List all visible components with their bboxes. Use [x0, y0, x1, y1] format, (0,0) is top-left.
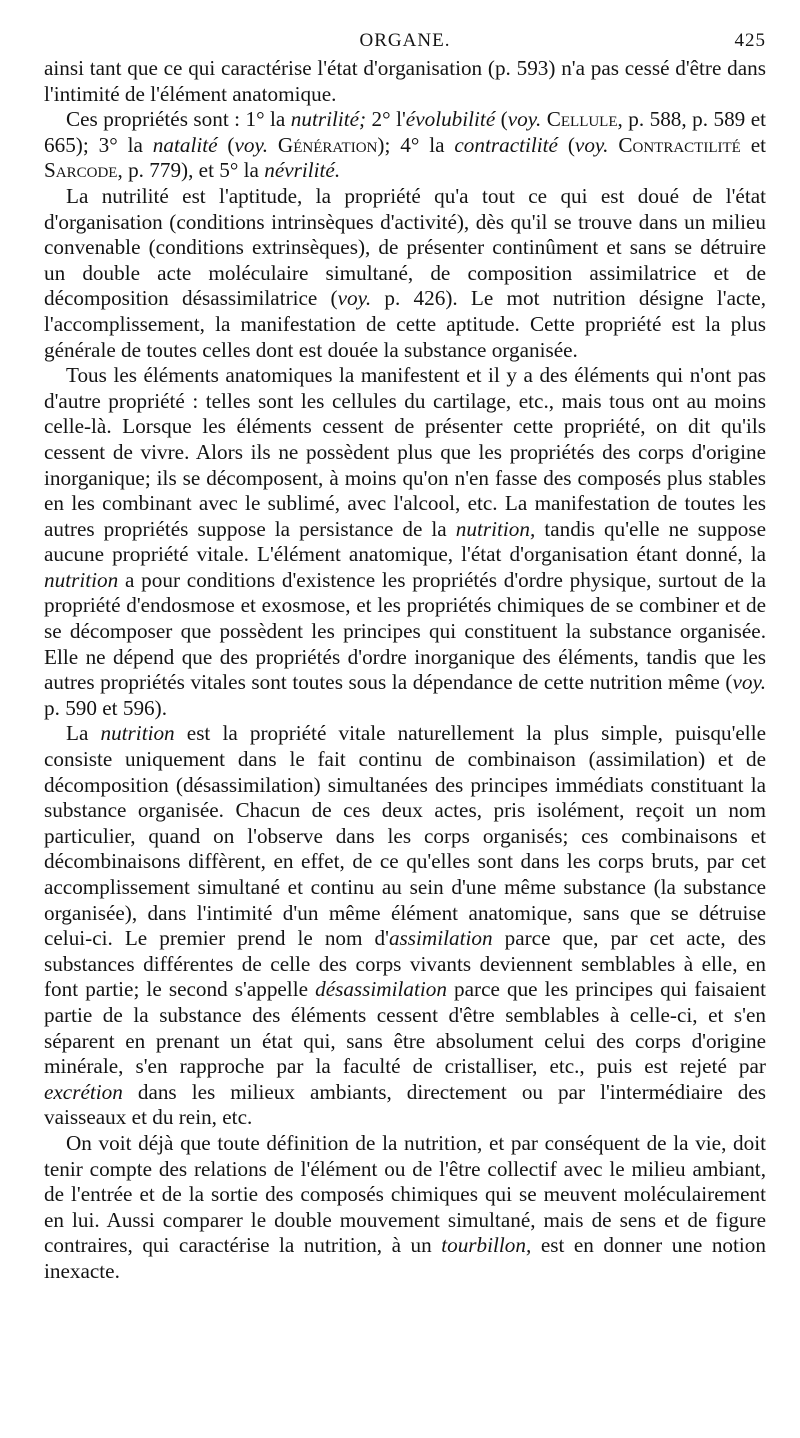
cross-reference: Sarcode — [44, 158, 118, 183]
text-run: parce que les principes qui faisaient partie de la substance des éléments cessent d'être semblables à celle-ci, et s'en séparent en prenant un état qui, sans être absolument celui des corps d'origine minérale, s'en rapproche par la faculté de cristalliser, etc., puis est rejeté par — [44, 977, 767, 1079]
page-header — [44, 30, 766, 56]
page-number: 425 — [734, 30, 766, 51]
italic-term: nutrilité; — [290, 107, 367, 132]
text-run: p. 426). Le mot nutrition désigne l'acte, l'accomplissement, la manifestation de cette aptitude. Cette propriété est la plus générale de toutes celles dont est douée la substance organisée. — [44, 286, 766, 362]
italic-term: voy. — [732, 670, 766, 695]
italic-term: évolubilité — [405, 107, 496, 132]
italic-term: nutrition, — [455, 516, 536, 541]
paragraph — [44, 107, 766, 184]
paragraph — [44, 56, 766, 107]
text-run: , p. 779), et 5° la — [117, 158, 265, 183]
text-run: , p. 588, p. 589 et 665); 3° la — [44, 107, 766, 157]
cross-reference: Génération — [277, 132, 378, 157]
italic-term: névrilité. — [264, 158, 341, 183]
body-text — [44, 56, 766, 1285]
paragraph — [44, 721, 766, 1131]
text-run: La — [66, 721, 101, 746]
italic-term: voy. — [234, 132, 269, 157]
paragraph — [44, 184, 766, 363]
cross-reference: Contractilité — [618, 132, 741, 157]
text-run — [608, 133, 618, 157]
cross-reference: Cellule — [546, 107, 618, 132]
text-run: ainsi tant que ce qui caractérise l'état d'organisation (p. 593) n'a pas cessé d'être dans l'intimité de l'élément anatomique. — [44, 56, 766, 106]
text-run: ( — [495, 107, 508, 132]
text-run: La nutrilité est l'aptitude, la propriété qu'a tout ce qui est doué de l'état d'organisation (conditions intrinsèques d'activité), dès qu'il se trouve dans un milieu convenable (conditions extrinsèques), de présenter continûment et sans se détruire un double acte moléculaire simultané, de composition assimilatrice et de décomposition désassimilatrice ( — [44, 183, 766, 311]
text-run: parce que, par cet acte, des substances différentes de celle des corps vivants deviennent semblables à elle, en font partie; le second s'appelle — [44, 926, 766, 1002]
text-run: Tous les éléments anatomiques la manifestent et il y a des éléments qui n'ont pas d'autre propriété : telles sont les cellules du cartilage, etc., mais tous ont au moins celle-là. Lorsque les éléments cessent de présenter cette propriété, on dit qu'ils cessent de vivre. Alors ils ne possèdent plus que les propriétés des corps d'origine inorganique; ils se décomposent, à moins qu'on n'en fasse des composés plus stables en les combinant avec le sublimé, avec l'alcool, etc. La manifestation de toutes les autres propriétés suppose la persistance de la — [44, 363, 766, 541]
italic-term: voy. — [337, 286, 372, 311]
text-run — [268, 133, 278, 157]
paragraph — [44, 1131, 766, 1285]
text-run: dans les milieux ambiants, directement ou par l'intermédiaire des vaisseaux et du rein, etc. — [44, 1079, 766, 1130]
italic-term: assimilation — [388, 926, 493, 951]
italic-term: excrétion — [44, 1079, 123, 1104]
italic-term: voy. — [574, 132, 609, 157]
running-title: ORGANE. — [359, 30, 451, 51]
text-run: a pour conditions d'existence les propriétés d'ordre physique, surtout de la propriété d'endosmose et exosmose, et les propriétés chimiques de se combiner et de se décomposer que possèdent les principes qui constituent la substance organisée. Elle ne dépend que des propriétés d'ordre inorganique des éléments, tandis que les autres propriétés vitales sont toutes sous la dépendance de cette nutrition même ( — [44, 567, 766, 695]
italic-term: nutrition — [100, 721, 175, 746]
text-run: est la propriété vitale naturellement la plus simple, puisqu'elle consiste uniquement dans le fait continu de combinaison (assimilation) et de décomposition (désassimilation) simultanées des principes immédiats constituant la substance organisée. Chacun de ces deux actes, pris isolément, reçoit un nom particulier, quand on l'observe dans les corps organisés; ces combinaisons et décombinaisons diffèrent, en effet, de ce qu'elles sont dans les corps bruts, par cet accomplissement simultané et continu au sein d'une même substance (la substance organisée), dans l'intimité d'un même élément anatomique, sans que se détruise celui-ci. Le premier prend le nom d' — [44, 721, 766, 951]
text-run: ); 4° la — [377, 132, 455, 157]
italic-term: voy. — [507, 107, 542, 132]
paragraph — [44, 363, 766, 721]
text-run: On voit déjà que toute définition de la nutrition, et par conséquent de la vie, doit tenir compte des relations de l'élément ou de l'être collectif avec le milieu ambiant, de l'entrée et de la sortie des composés chimiques qui se meuvent moléculairement en lui. Aussi comparer le double mouvement simultané, mais de sens et de figure contraires, qui caractérise la nutrition, à un — [44, 1130, 766, 1258]
text-run: ( — [557, 132, 575, 157]
text-run: p. 590 et 596). — [44, 695, 167, 720]
italic-term: désassimilation — [315, 977, 447, 1002]
text-run: Ces propriétés sont : 1° la — [66, 107, 291, 132]
text-run: ( — [217, 132, 235, 157]
text-run: est en donner une notion inexacte. — [44, 1233, 766, 1283]
italic-term: nutrition — [44, 567, 119, 592]
italic-term: natalité — [152, 132, 218, 157]
italic-term: contractilité — [454, 132, 558, 157]
text-run: 2° l' — [366, 107, 406, 132]
text-run: et — [740, 132, 767, 157]
text-run: tandis qu'elle ne suppose aucune propriété vitale. L'élément anatomique, l'état d'organisation étant donné, la — [44, 516, 766, 567]
italic-term: tourbillon, — [441, 1233, 532, 1258]
